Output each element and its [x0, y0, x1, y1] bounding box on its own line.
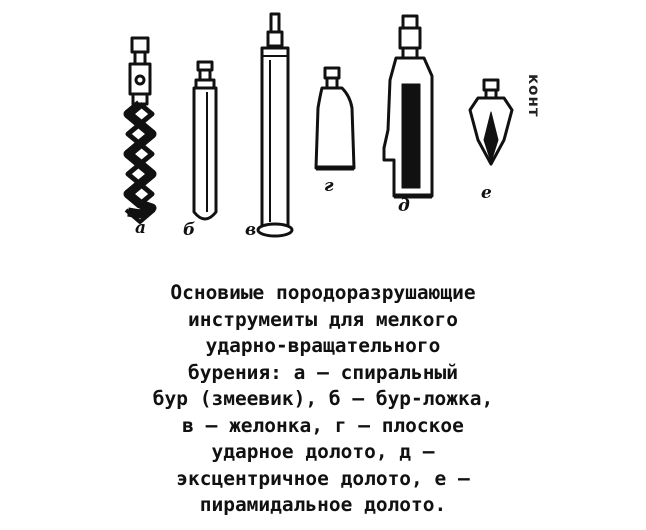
handwritten-note: конт: [525, 74, 543, 118]
label-e: е: [481, 183, 492, 203]
spiral-auger-figure: [126, 38, 154, 222]
caption-line: бур (змеевик), б — бур-ложка,: [152, 387, 494, 410]
caption-line: ударное долото, д —: [211, 440, 435, 463]
caption-line: инструмеиты для мелкого: [187, 307, 459, 331]
caption-line: пирамидальное долото.: [199, 493, 447, 516]
caption: [0, 280, 646, 519]
label-d: д: [398, 196, 410, 216]
auger-spoon-figure: [194, 62, 216, 219]
pyramidal-bit-figure: [470, 80, 512, 164]
eccentric-bit-figure: [384, 16, 432, 196]
caption-line: бурения: а — спиральный: [187, 360, 459, 384]
caption-line: в — желонка, г — плоское: [182, 413, 464, 437]
label-b: б: [183, 220, 196, 240]
label-g: г: [324, 176, 334, 196]
label-v: в: [245, 220, 257, 240]
caption-line: Основиые породоразрушающие: [170, 281, 476, 304]
tools-illustration: [0, 0, 646, 250]
bailer-figure: [258, 14, 292, 236]
caption-line: ударно-вращательного: [205, 334, 441, 357]
caption-line: эксцентричное долото, е —: [176, 466, 470, 490]
label-a: а: [135, 218, 147, 238]
flat-bit-figure: [316, 68, 354, 168]
